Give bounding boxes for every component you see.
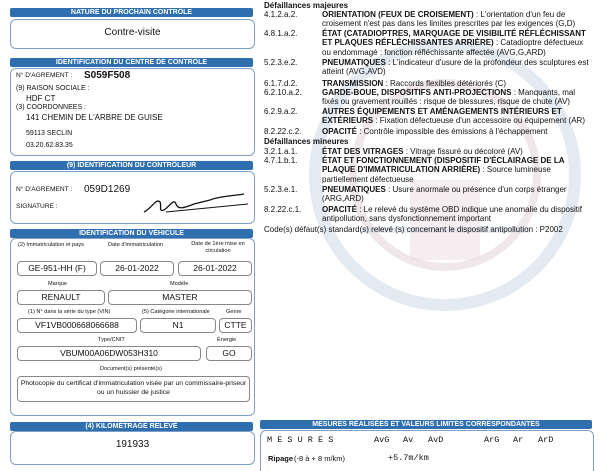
defaut-text: : Source lumineuse partiellement défectueuse [322,165,551,184]
defaut-text: : L'indicateur d'usure de la profondeur des sculptures est atteint (AVG,AVD) [322,58,589,77]
controleur-header: (9) IDENTIFICATION DU CONTRÔLEUR [10,161,253,170]
controleur-agrement-label: N° D'AGREMENT : [16,186,73,193]
col-avd: AvD [428,435,444,445]
coord-label: (3) COORDONNEES : [16,104,87,111]
defaut-title: GARDE-BOUE, DISPOSITIFS ANTI-PROJECTIONS [322,88,512,97]
defaut-text: : Manquants, mal fixés ou gravement rouillés : risque de blessures, risque de chute (AV) [322,88,576,107]
defaut-text: : Usure anormale ou présence d'un corps étranger (ARG,ARD) [322,185,567,204]
defaut-code: 5.2.3.e.2. [264,58,298,67]
defaut-title: ORIENTATION (FEUX DE CROISEMENT) [322,10,474,19]
vin-label: (1) N° dans la série du type (VIN) [28,309,111,315]
phone: 03.20.62.83.35 [26,142,73,149]
docs-value: Photocopie du certificat d'immatriculation visée par un commissaire-priseur ou un huissier de justice [17,376,250,402]
modele-value: MASTER [108,290,252,305]
defaut-title: OPACITÉ [322,127,357,136]
modele-label: Modèle [170,281,189,287]
defaut-text: : Raccords flexibles détériorés (C) [383,79,507,88]
defaut-text: : Contrôle impossible des émissions à l'échappement [356,127,548,136]
defaut-code: 6.1.7.d.2. [264,79,298,88]
centre-header: IDENTIFICATION DU CENTRE DE CONTRÔLE [10,58,253,67]
mesures-header: MESURES RÉALISÉES ET VALEURS LIMITES CORRESPONDANTES [260,420,592,429]
defaut-code: 8.2.22.c.1. [264,205,302,214]
defaut-code: 3.2.1.a.1. [264,147,298,156]
defaut-code: 4.8.1.a.2. [264,29,298,38]
col-ar: Ar [513,435,524,445]
defaut-text: : Vitrage fissuré ou décoloré (AV) [403,147,523,156]
controleur-agrement: 059D1269 [84,184,131,195]
defaut-maj-7 [264,127,594,137]
date-first-value: 26-01-2022 [178,261,252,276]
defaut-title: TRANSMISSION [322,79,384,88]
genre-label: Genre [226,309,242,315]
codes-line: Code(s) défaut(s) standard(s) relevé (s) concernant le dispositif antipollution : P2002 [264,225,563,234]
signature [140,190,250,218]
defaut-code: 4.1.2.a.2. [264,10,298,19]
defaut-maj-2 [264,29,594,57]
cat-label: (5) Catégorie internationale [142,309,210,315]
defaut-text: : Fixation défectueuse d'un accessoire ou équipement (AR) [373,116,585,126]
cat-value: N1 [140,318,216,333]
ripage-value: +5.7m/km [388,453,429,463]
vin-value: VF1VB000668066688 [17,318,137,333]
mineures-title: Défaillances mineures [264,137,349,146]
defaut-title: ÉTAT ET FONCTIONNEMENT (DISPOSITIF D'ÉCLAIRAGE DE LA PLAQUE D'IMMATRICULATION ARRIÈRE) [322,156,565,175]
nature-value: Contre-visite [104,27,161,38]
km-value: 191933 [115,439,150,450]
defaut-title: ÉTAT DES VITRAGES [322,147,404,156]
raison-value: HDF CT [26,94,56,103]
defaut-title: AUTRES ÉQUIPEMENTS ET AMÉNAGEMENTS INTÉRIEURS ET EXTÉRIEURS [322,107,562,126]
col-av: Av [403,435,414,445]
ripage-range: (-8 à + 8 m/km) [294,454,346,463]
defaut-code: 6.2.9.a.2. [264,107,298,116]
type-value: VBUM00A06DW053H310 [17,346,201,361]
immat-value: GE-951-HH (F) [17,261,97,276]
nature-header: NATURE DU PROCHAIN CONTRÔLE [10,8,253,17]
ripage-label: Ripage [268,454,294,463]
defaut-min-2 [264,156,594,184]
defaut-code: 6.2.10.a.2. [264,88,302,97]
defaut-maj-1 [264,10,594,29]
type-label: Type/CNIT [98,337,125,343]
docs-label: Document(s) présenté(s) [100,366,162,372]
defaut-maj-5 [264,88,594,107]
centre-agrement: S059F508 [84,70,131,81]
vehicule-header: IDENTIFICATION DU VÉHICULE [10,229,253,238]
address-line-2: 59113 SECLIN [26,130,73,137]
centre-agrement-label: N° D'AGREMENT : [16,72,73,79]
defaut-text: : L'orientation d'un feu de croisement n'est pas dans les limites prescrites par les exigences (G,D) [322,10,576,29]
energie-label: Énergie [217,337,237,343]
date-immat-value: 26-01-2022 [100,261,174,276]
defaut-code: 8.2.22.c.2. [264,127,302,136]
defaut-code: 4.7.1.b.1. [264,156,298,165]
genre-value: CTTE [219,318,252,333]
date-immat-label: Date d'immatriculation [108,242,164,248]
defaut-min-4 [264,205,594,224]
defaut-title: PNEUMATIQUES [322,58,386,67]
col-arg: ArG [484,435,500,445]
majeures-title: Défaillances majeures [264,1,349,10]
col-avg: AvG [374,435,390,445]
defaut-title: PNEUMATIQUES [322,185,386,194]
km-header: (4) KILOMÉTRAGE RELEVÉ [10,422,253,431]
defaut-text: : Le relevé du système OBD indique une anomalie du dispositif antipollution, sans dysfonctionnement important [322,205,582,224]
defaut-text: : Catadioptre défectueux ou endommagé : fonction réfléchissante affectée (AVG,G,ARD) [322,38,584,57]
defaut-maj-3 [264,58,594,77]
date-first-label: Date de 1ère mise en circulation [191,241,245,254]
address-line-1: 141 CHEMIN DE L'ARBRE DE GUISE [26,113,163,122]
defaut-title: OPACITÉ [322,205,357,214]
defaut-maj-6 [264,107,594,126]
defaut-title: ÉTAT (CATADIOPTRES, MARQUAGE DE VISIBILITÉ RÉFLÉCHISSANT ET PLAQUES RÉFLÉCHISSANTES ARRIÈRE) [322,29,586,48]
signature-label: SIGNATURE : [16,203,58,210]
marque-value: RENAULT [17,290,105,305]
col-ard: ArD [538,435,554,445]
energie-value: GO [206,346,252,361]
defaut-code: 5.2.3.e.1. [264,185,298,194]
mesures-title: M E S U R E S [267,435,334,445]
defaut-min-3 [264,185,594,204]
raison-label: (9) RAISON SOCIALE : [16,85,90,92]
immat-label: (2) Immatriculation et pays [18,242,84,248]
marque-label: Marque [48,281,67,287]
